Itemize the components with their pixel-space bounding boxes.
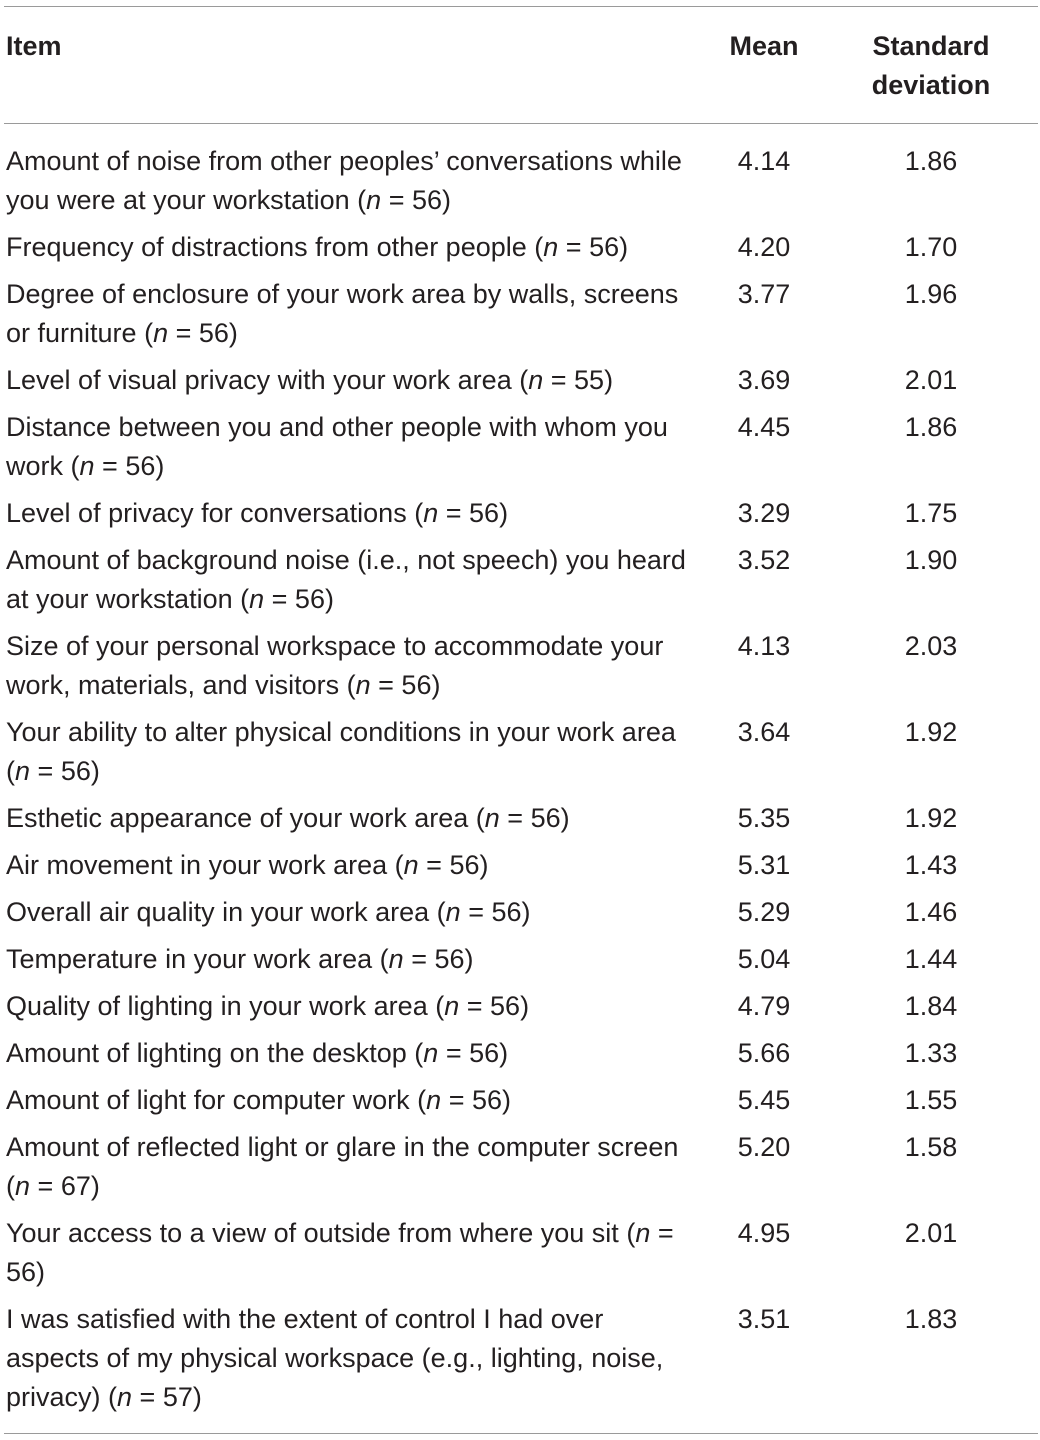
cell-standard-deviation: 1.43 bbox=[904, 850, 958, 880]
cell-mean: 3.64 bbox=[737, 717, 791, 747]
cell-mean: 3.51 bbox=[737, 1304, 791, 1334]
cell-mean: 4.20 bbox=[737, 232, 791, 262]
cell-item: Your ability to alter physical conditions in your work area (n = 56) bbox=[6, 717, 676, 786]
cell-item: Amount of noise from other peoples’ conversations while you were at your workstation (n = 56) bbox=[6, 146, 682, 215]
cell-standard-deviation: 1.92 bbox=[904, 803, 958, 833]
cell-standard-deviation: 1.86 bbox=[904, 146, 958, 176]
cell-item: Quality of lighting in your work area (n = 56) bbox=[6, 991, 530, 1021]
n-symbol: n bbox=[366, 185, 382, 215]
n-symbol: n bbox=[388, 944, 404, 974]
cell-mean: 5.66 bbox=[737, 1038, 791, 1068]
item-text: Degree of enclosure of your work area by walls, screens or furniture bbox=[6, 279, 679, 348]
table-row bbox=[4, 1300, 1038, 1434]
header-row bbox=[4, 7, 1038, 124]
item-text: I was satisfied with the extent of control I had over aspects of my physical workspace (e.g., lighting, noise, privacy) bbox=[6, 1304, 664, 1412]
n-count: 67 bbox=[60, 1171, 91, 1201]
cell-item: Size of your personal workspace to accommodate your work, materials, and visitors (n = 56) bbox=[6, 631, 664, 700]
cell-mean: 5.20 bbox=[737, 1132, 791, 1162]
item-text: Quality of lighting in your work area bbox=[6, 991, 428, 1021]
n-count: 56 bbox=[6, 1257, 37, 1287]
n-symbol: n bbox=[403, 850, 419, 880]
table-row bbox=[4, 124, 1038, 229]
cell-standard-deviation: 1.84 bbox=[904, 991, 958, 1021]
n-count: 55 bbox=[574, 365, 605, 395]
n-symbol: n bbox=[445, 897, 461, 927]
n-symbol: n bbox=[528, 365, 544, 395]
cell-item: Level of privacy for conversations (n = 56) bbox=[6, 498, 509, 528]
cell-mean: 5.35 bbox=[737, 803, 791, 833]
cell-standard-deviation: 1.92 bbox=[904, 717, 958, 747]
cell-standard-deviation: 1.96 bbox=[904, 279, 958, 309]
cell-mean: 4.45 bbox=[737, 412, 791, 442]
table-row bbox=[4, 987, 1038, 1034]
cell-standard-deviation: 1.46 bbox=[904, 897, 958, 927]
table-row bbox=[4, 228, 1038, 275]
table-row bbox=[4, 799, 1038, 846]
cell-standard-deviation: 1.70 bbox=[904, 232, 958, 262]
table-body bbox=[4, 124, 1038, 1434]
n-count: 56 bbox=[530, 803, 561, 833]
table-row bbox=[4, 1128, 1038, 1214]
cell-item: Distance between you and other people with whom you work (n = 56) bbox=[6, 412, 668, 481]
n-count: 56 bbox=[401, 670, 432, 700]
table-header bbox=[4, 7, 1038, 124]
cell-mean: 3.29 bbox=[737, 498, 791, 528]
header-mean: Mean bbox=[729, 31, 799, 61]
n-symbol: n bbox=[153, 318, 169, 348]
cell-mean: 4.13 bbox=[737, 631, 791, 661]
cell-standard-deviation: 1.83 bbox=[904, 1304, 958, 1334]
n-count: 56 bbox=[434, 944, 465, 974]
item-text: Air movement in your work area bbox=[6, 850, 388, 880]
n-count: 56 bbox=[449, 850, 480, 880]
cell-mean: 3.69 bbox=[737, 365, 791, 395]
n-count: 56 bbox=[490, 991, 521, 1021]
item-text: Frequency of distractions from other people bbox=[6, 232, 527, 262]
n-symbol: n bbox=[15, 756, 31, 786]
n-count: 56 bbox=[589, 232, 620, 262]
n-symbol: n bbox=[423, 498, 439, 528]
cell-item: Frequency of distractions from other people (n = 56) bbox=[6, 232, 629, 262]
cell-standard-deviation: 1.44 bbox=[904, 944, 958, 974]
n-count: 56 bbox=[471, 1085, 503, 1115]
cell-mean: 4.79 bbox=[737, 991, 791, 1021]
cell-standard-deviation: 1.75 bbox=[904, 498, 958, 528]
item-text: Amount of reflected light or glare in the computer screen bbox=[6, 1132, 679, 1162]
table-row bbox=[4, 408, 1038, 494]
cell-standard-deviation: 1.55 bbox=[904, 1085, 958, 1115]
table-row bbox=[4, 627, 1038, 713]
cell-standard-deviation: 1.58 bbox=[904, 1132, 958, 1162]
cell-mean: 5.45 bbox=[737, 1085, 791, 1115]
item-text: Overall air quality in your work area bbox=[6, 897, 430, 927]
n-symbol: n bbox=[423, 1038, 439, 1068]
item-text: Amount of noise from other peoples’ conversations while you were at your workstation bbox=[6, 146, 682, 215]
cell-item: Amount of background noise (i.e., not speech) you heard at your workstation (n = 56) bbox=[6, 545, 686, 614]
n-count: 56 bbox=[125, 451, 156, 481]
n-count: 56 bbox=[469, 498, 500, 528]
item-text: Amount of light for computer work bbox=[6, 1085, 410, 1115]
header-sd-line2: deviation bbox=[871, 70, 991, 100]
n-symbol: n bbox=[249, 584, 265, 614]
n-symbol: n bbox=[635, 1218, 651, 1248]
table-row bbox=[4, 1214, 1038, 1300]
table-row bbox=[4, 1034, 1038, 1081]
item-text: Esthetic appearance of your work area bbox=[6, 803, 469, 833]
item-text: Level of privacy for conversations bbox=[6, 498, 407, 528]
cell-standard-deviation: 2.01 bbox=[904, 1218, 958, 1248]
table-row bbox=[4, 940, 1038, 987]
cell-mean: 3.77 bbox=[737, 279, 791, 309]
statistics-table bbox=[4, 6, 1038, 1434]
table-row bbox=[4, 1081, 1038, 1128]
header-standard-deviation bbox=[824, 7, 1038, 124]
cell-item: Degree of enclosure of your work area by walls, screens or furniture (n = 56) bbox=[6, 279, 679, 348]
cell-item: Level of visual privacy with your work area (n = 55) bbox=[6, 365, 614, 395]
cell-standard-deviation: 1.90 bbox=[904, 545, 958, 575]
n-count: 56 bbox=[60, 756, 91, 786]
n-symbol: n bbox=[484, 803, 500, 833]
item-text: Your access to a view of outside from where you sit bbox=[6, 1218, 619, 1248]
item-text: Amount of background noise (i.e., not speech) you heard at your workstation bbox=[6, 545, 686, 614]
item-text: Size of your personal workspace to accommodate your work, materials, and visitors bbox=[6, 631, 664, 700]
n-symbol: n bbox=[117, 1382, 133, 1412]
item-text: Level of visual privacy with your work area bbox=[6, 365, 512, 395]
data-table-container bbox=[4, 0, 1038, 1434]
table-row bbox=[4, 893, 1038, 940]
n-symbol: n bbox=[444, 991, 460, 1021]
cell-item: Amount of reflected light or glare in the computer screen (n = 67) bbox=[6, 1132, 679, 1201]
cell-item: Amount of light for computer work (n = 56) bbox=[6, 1085, 512, 1115]
table-row bbox=[4, 275, 1038, 361]
n-count: 57 bbox=[162, 1382, 193, 1412]
cell-item: Overall air quality in your work area (n = 56) bbox=[6, 897, 531, 927]
n-symbol: n bbox=[79, 451, 95, 481]
cell-mean: 5.29 bbox=[737, 897, 791, 927]
cell-item: Your access to a view of outside from where you sit (n = 56) bbox=[6, 1218, 674, 1287]
table-row bbox=[4, 541, 1038, 627]
cell-mean: 3.52 bbox=[737, 545, 791, 575]
table-row bbox=[4, 361, 1038, 408]
table-row bbox=[4, 494, 1038, 541]
cell-standard-deviation: 2.03 bbox=[904, 631, 958, 661]
cell-standard-deviation: 1.86 bbox=[904, 412, 958, 442]
cell-mean: 4.95 bbox=[737, 1218, 791, 1248]
n-symbol: n bbox=[355, 670, 371, 700]
cell-mean: 5.04 bbox=[737, 944, 791, 974]
n-count: 56 bbox=[469, 1038, 500, 1068]
n-count: 56 bbox=[198, 318, 229, 348]
cell-item: Amount of lighting on the desktop (n = 56) bbox=[6, 1038, 509, 1068]
cell-item: Temperature in your work area (n = 56) bbox=[6, 944, 474, 974]
cell-item: Esthetic appearance of your work area (n = 56) bbox=[6, 803, 570, 833]
n-symbol: n bbox=[15, 1171, 31, 1201]
n-symbol: n bbox=[543, 232, 559, 262]
cell-standard-deviation: 1.33 bbox=[904, 1038, 958, 1068]
cell-mean: 5.31 bbox=[737, 850, 791, 880]
cell-mean: 4.14 bbox=[737, 146, 791, 176]
header-sd-line1: Standard bbox=[872, 31, 990, 61]
cell-standard-deviation: 2.01 bbox=[904, 365, 958, 395]
n-count: 56 bbox=[294, 584, 325, 614]
n-count: 56 bbox=[491, 897, 522, 927]
item-text: Distance between you and other people with whom you work bbox=[6, 412, 668, 481]
item-text: Amount of lighting on the desktop bbox=[6, 1038, 407, 1068]
table-row bbox=[4, 846, 1038, 893]
header-item: Item bbox=[6, 31, 62, 61]
cell-item: I was satisfied with the extent of control I had over aspects of my physical workspace (e.g., lighting, noise, privacy) (n = 57) bbox=[6, 1304, 664, 1412]
table-row bbox=[4, 713, 1038, 799]
item-text: Your ability to alter physical conditions in your work area bbox=[6, 717, 676, 747]
cell-item: Air movement in your work area (n = 56) bbox=[6, 850, 489, 880]
n-symbol: n bbox=[426, 1085, 442, 1115]
item-text: Temperature in your work area bbox=[6, 944, 373, 974]
n-count: 56 bbox=[411, 185, 443, 215]
